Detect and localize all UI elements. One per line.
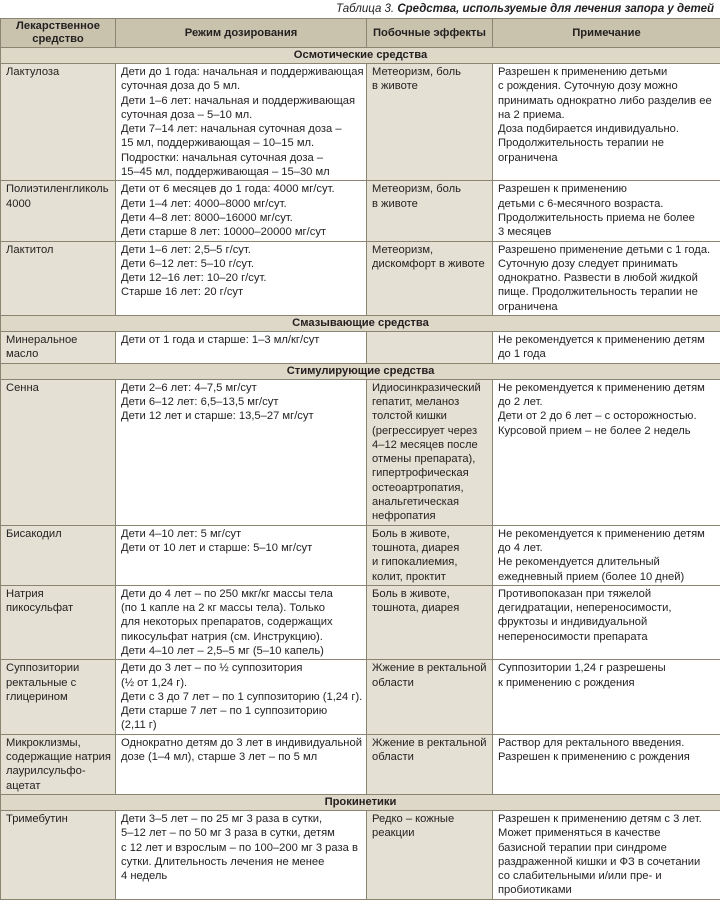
side-effects-line: Жжение в ректальной bbox=[372, 736, 487, 749]
header-dosage: Режим дозирования bbox=[116, 19, 367, 48]
dosage-line: Дети 3–5 лет – по 25 мг 3 раза в сутки, bbox=[121, 812, 323, 825]
dosage-cell bbox=[116, 332, 367, 364]
dosage-line: Старше 16 лет: 20 г/сут bbox=[121, 286, 244, 299]
section-title: Стимулирующие средства bbox=[1, 363, 720, 379]
dosage-line: Дети с 3 до 7 лет – по 1 суппозиторию (1,24 г). bbox=[121, 690, 363, 703]
section-row bbox=[1, 794, 720, 810]
note-line: до 1 года bbox=[498, 348, 546, 361]
note-cell bbox=[493, 734, 720, 794]
side-effects-line: нефропатия bbox=[372, 510, 436, 523]
dosage-line: суточная доза – 5–10 мл. bbox=[121, 108, 253, 121]
table-row bbox=[1, 810, 720, 899]
dosage-line: Дети 1–6 лет: начальная и поддерживающая bbox=[121, 94, 356, 107]
dosage-line: Дети 6–12 лет: 6,5–13,5 мг/сут bbox=[121, 395, 279, 408]
side-effects-cell bbox=[367, 332, 493, 364]
dosage-cell bbox=[116, 241, 367, 315]
side-effects-line: анальгетическая bbox=[372, 496, 460, 509]
note-line: принимать однократно либо разделив ее bbox=[498, 94, 712, 107]
section-title: Осмотические средства bbox=[1, 48, 720, 64]
note-line: Суточную дозу следует принимать bbox=[498, 257, 678, 270]
note-line: Не рекомендуется длительный bbox=[498, 556, 660, 569]
note-line: пище. Продолжительность терапии не bbox=[498, 286, 698, 299]
note-line: с рождения. Суточную дозу можно bbox=[498, 80, 678, 93]
note-cell bbox=[493, 181, 720, 241]
note-line: Может применяться в качестве bbox=[498, 827, 661, 840]
section-title: Смазывающие средства bbox=[1, 316, 720, 332]
side-effects-line: (регрессирует через bbox=[372, 424, 478, 437]
table-row bbox=[1, 379, 720, 525]
note-line: Противопоказан при тяжелой bbox=[498, 587, 652, 600]
note-cell bbox=[493, 241, 720, 315]
note-cell bbox=[493, 525, 720, 585]
drug-name: Микроклизмы, содержащие натрия лаурилсульфо-ацетат bbox=[1, 734, 116, 794]
dosage-line: 15 мл, поддерживающая – 10–15 мл. bbox=[121, 137, 315, 150]
note-line: детьми с 6-месячного возраста. bbox=[498, 197, 664, 210]
dosage-cell bbox=[116, 734, 367, 794]
dosage-line: 5–12 лет – по 50 мг 3 раза в сутки, детям bbox=[121, 827, 335, 840]
note-line: однократно. Развести в любой жидкой bbox=[498, 272, 698, 285]
dosage-line: (½ от 1,24 г). bbox=[121, 676, 188, 689]
header-side-effects: Побочные эффекты bbox=[367, 19, 493, 48]
side-effects-line: области bbox=[372, 751, 414, 764]
drug-name: Лактитол bbox=[1, 241, 116, 315]
note-cell bbox=[493, 660, 720, 734]
note-line: Раствор для ректального введения. bbox=[498, 736, 685, 749]
side-effects-line: Жжение в ректальной bbox=[372, 662, 487, 675]
dosage-line: Дети старше 8 лет: 10000–20000 мг/сут bbox=[121, 226, 327, 239]
table-row bbox=[1, 585, 720, 659]
side-effects-cell bbox=[367, 525, 493, 585]
dosage-line: Подростки: начальная суточная доза – bbox=[121, 151, 324, 164]
dosage-cell bbox=[116, 810, 367, 899]
side-effects-line: реакции bbox=[372, 827, 415, 840]
dosage-cell bbox=[116, 525, 367, 585]
header-drug: Лекарственное средство bbox=[1, 19, 116, 48]
table-row bbox=[1, 332, 720, 364]
caption-label: Таблица 3. bbox=[335, 3, 395, 15]
dosage-line: Дети от 10 лет и старше: 5–10 мг/сут bbox=[121, 541, 313, 554]
note-line: Разрешен к применению bbox=[498, 183, 627, 196]
side-effects-line: колит, проктит bbox=[372, 570, 446, 583]
dosage-line: Дети 4–10 лет: 5 мг/сут bbox=[121, 527, 242, 540]
side-effects-line: остеоартропатия, bbox=[372, 481, 464, 494]
note-line: Не рекомендуется к применению детям bbox=[498, 381, 705, 394]
note-line: раздраженной кишки и ФЗ в сочетании bbox=[498, 855, 701, 868]
drug-name: Сенна bbox=[1, 379, 116, 525]
dosage-line: Дети 12 лет и старше: 13,5–27 мг/сут bbox=[121, 410, 314, 423]
note-line: Доза подбирается индивидуально. bbox=[498, 123, 680, 136]
dosage-line: Однократно детям до 3 лет в индивидуальной bbox=[121, 736, 362, 749]
note-cell bbox=[493, 810, 720, 899]
note-line: фруктозы и индивидуальной bbox=[498, 616, 648, 629]
dosage-line: Дети от 1 года и старше: 1–3 мл/кг/сут bbox=[121, 334, 320, 347]
table-row bbox=[1, 64, 720, 181]
dosage-cell bbox=[116, 181, 367, 241]
dosage-line: Дети 1–6 лет: 2,5–5 г/сут. bbox=[121, 243, 251, 256]
side-effects-line: тошнота, диарея bbox=[372, 602, 460, 615]
note-line: ограничена bbox=[498, 151, 558, 164]
drug-name: Лактулоза bbox=[1, 64, 116, 181]
side-effects-line: и гипокалиемия, bbox=[372, 556, 458, 569]
drug-name: Тримебутин bbox=[1, 810, 116, 899]
dosage-line: Дети до 3 лет – по ½ суппозитория bbox=[121, 662, 303, 675]
dosage-line: пикосульфат натрия (см. Инструкцию). bbox=[121, 630, 323, 643]
side-effects-line: Метеоризм, bbox=[372, 243, 434, 256]
dosage-line: Дети до 1 года: начальная и поддерживающая bbox=[121, 66, 364, 78]
note-line: Продолжительность терапии не bbox=[498, 137, 664, 150]
side-effects-line: толстой кишки bbox=[372, 410, 447, 423]
side-effects-line: в животе bbox=[372, 80, 418, 93]
side-effects-cell bbox=[367, 181, 493, 241]
dosage-cell bbox=[116, 660, 367, 734]
section-row bbox=[1, 363, 720, 379]
dosage-line: 4 недель bbox=[121, 870, 168, 883]
dosage-line: для некоторых препаратов, содержащих bbox=[121, 616, 333, 629]
side-effects-cell bbox=[367, 585, 493, 659]
section-title: Прокинетики bbox=[1, 794, 720, 810]
side-effects-cell bbox=[367, 810, 493, 899]
dosage-line: Дети 6–12 лет: 5–10 г/сут. bbox=[121, 257, 254, 270]
note-line: пробиотиками bbox=[498, 884, 572, 897]
drug-name: Бисакодил bbox=[1, 525, 116, 585]
dosage-line: 15–45 мл, поддерживающая – 15–30 мл bbox=[121, 166, 330, 179]
table-body bbox=[1, 48, 720, 900]
dosage-line: (2,11 г) bbox=[121, 719, 157, 732]
note-line: до 4 лет. bbox=[498, 541, 543, 554]
drug-name: Минеральное масло bbox=[1, 332, 116, 364]
note-line: Не рекомендуется к применению детям bbox=[498, 527, 705, 540]
side-effects-cell bbox=[367, 241, 493, 315]
dosage-cell bbox=[116, 379, 367, 525]
note-line: Не рекомендуется к применению детям bbox=[498, 334, 705, 347]
header-note: Примечание bbox=[493, 19, 720, 48]
side-effects-line: дискомфорт в животе bbox=[372, 257, 485, 270]
side-effects-line: Редко – кожные bbox=[372, 812, 455, 825]
table-row bbox=[1, 734, 720, 794]
note-line: Курсовой прием – не более 2 недель bbox=[498, 424, 691, 437]
table-row bbox=[1, 525, 720, 585]
side-effects-line: области bbox=[372, 676, 414, 689]
side-effects-line: Боль в животе, bbox=[372, 587, 450, 600]
side-effects-line: тошнота, диарея bbox=[372, 541, 460, 554]
dosage-cell bbox=[116, 585, 367, 659]
side-effects-line: 4–12 месяцев после bbox=[372, 438, 478, 451]
note-line: Дети от 2 до 6 лет – с осторожностью. bbox=[498, 410, 697, 423]
dosage-line: Дети от 6 месяцев до 1 года: 4000 мг/сут. bbox=[121, 183, 335, 196]
side-effects-line: отмены препарата), bbox=[372, 453, 476, 466]
note-line: Разрешено применение детьми с 1 года. bbox=[498, 243, 711, 256]
drug-name: Полиэтиленгликоль 4000 bbox=[1, 181, 116, 241]
dosage-line: (по 1 капле на 2 кг массы тела). Только bbox=[121, 602, 325, 615]
note-cell bbox=[493, 332, 720, 364]
note-line: 3 месяцев bbox=[498, 226, 552, 239]
section-row bbox=[1, 316, 720, 332]
side-effects-line: в животе bbox=[372, 197, 418, 210]
side-effects-cell bbox=[367, 660, 493, 734]
note-line: Разрешен к применению с рождения bbox=[498, 751, 690, 764]
table-row bbox=[1, 241, 720, 315]
dosage-line: Дети 2–6 лет: 4–7,5 мг/сут bbox=[121, 381, 257, 394]
note-line: до 2 лет. bbox=[498, 395, 543, 408]
table-row bbox=[1, 181, 720, 241]
note-line: непереносимости препарата bbox=[498, 630, 648, 643]
drug-name: Натрия пикосульфат bbox=[1, 585, 116, 659]
note-line: со слабительными и/или пре- и bbox=[498, 870, 662, 883]
dosage-line: Дети старше 7 лет – по 1 суппозиторию bbox=[121, 705, 328, 718]
side-effects-line: Метеоризм, боль bbox=[372, 66, 461, 78]
note-cell bbox=[493, 585, 720, 659]
section-row bbox=[1, 48, 720, 64]
note-cell bbox=[493, 379, 720, 525]
note-cell bbox=[493, 64, 720, 181]
side-effects-cell bbox=[367, 64, 493, 181]
note-line: Продолжительность приема не более bbox=[498, 211, 695, 224]
note-line: на 2 приема. bbox=[498, 108, 565, 121]
dosage-line: Дети 12–16 лет: 10–20 г/сут. bbox=[121, 272, 267, 285]
side-effects-line: Метеоризм, боль bbox=[372, 183, 461, 196]
dosage-line: с 12 лет и взрослым – по 100–200 мг 3 раза в bbox=[121, 841, 358, 854]
note-line: Разрешен к применению детям с 3 лет. bbox=[498, 812, 702, 825]
dosage-line: Дети 4–8 лет: 8000–16000 мг/сут. bbox=[121, 211, 293, 224]
note-line: Разрешен к применению детьми bbox=[498, 66, 668, 78]
side-effects-line: Боль в животе, bbox=[372, 527, 450, 540]
dosage-line: сутки. Длительность лечения не менее bbox=[121, 855, 325, 868]
dosage-line: суточная доза до 5 мл. bbox=[121, 80, 241, 93]
note-line: ежедневный прием (более 10 дней) bbox=[498, 570, 685, 583]
header-row bbox=[1, 19, 720, 48]
side-effects-line: гипертрофическая bbox=[372, 467, 469, 480]
note-line: ограничена bbox=[498, 300, 558, 313]
dosage-cell bbox=[116, 64, 367, 181]
side-effects-cell bbox=[367, 379, 493, 525]
dosage-line: Дети до 4 лет – по 250 мкг/кг массы тела bbox=[121, 587, 333, 600]
caption-title: Средства, используемые для лечения запора у детей bbox=[397, 3, 714, 15]
drug-table bbox=[0, 18, 720, 900]
side-effects-line: Идиосинкразический bbox=[372, 381, 481, 394]
dosage-line: Дети 7–14 лет: начальная суточная доза – bbox=[121, 123, 342, 136]
note-line: Суппозитории 1,24 г разрешены bbox=[498, 662, 666, 675]
note-line: к применению с рождения bbox=[498, 676, 635, 689]
drug-name: Суппозитории ректальные с глицерином bbox=[1, 660, 116, 734]
table-row bbox=[1, 660, 720, 734]
note-line: дегидратации, непереносимости, bbox=[498, 602, 672, 615]
side-effects-cell bbox=[367, 734, 493, 794]
side-effects-line: гепатит, меланоз bbox=[372, 395, 460, 408]
table-caption bbox=[0, 0, 714, 18]
dosage-line: дозе (1–4 мл), старше 3 лет – по 5 мл bbox=[121, 751, 318, 764]
note-line: базисной терапии при синдроме bbox=[498, 841, 667, 854]
dosage-line: Дети 4–10 лет – 2,5–5 мг (5–10 капель) bbox=[121, 644, 324, 657]
dosage-line: Дети 1–4 лет: 4000–8000 мг/сут. bbox=[121, 197, 287, 210]
